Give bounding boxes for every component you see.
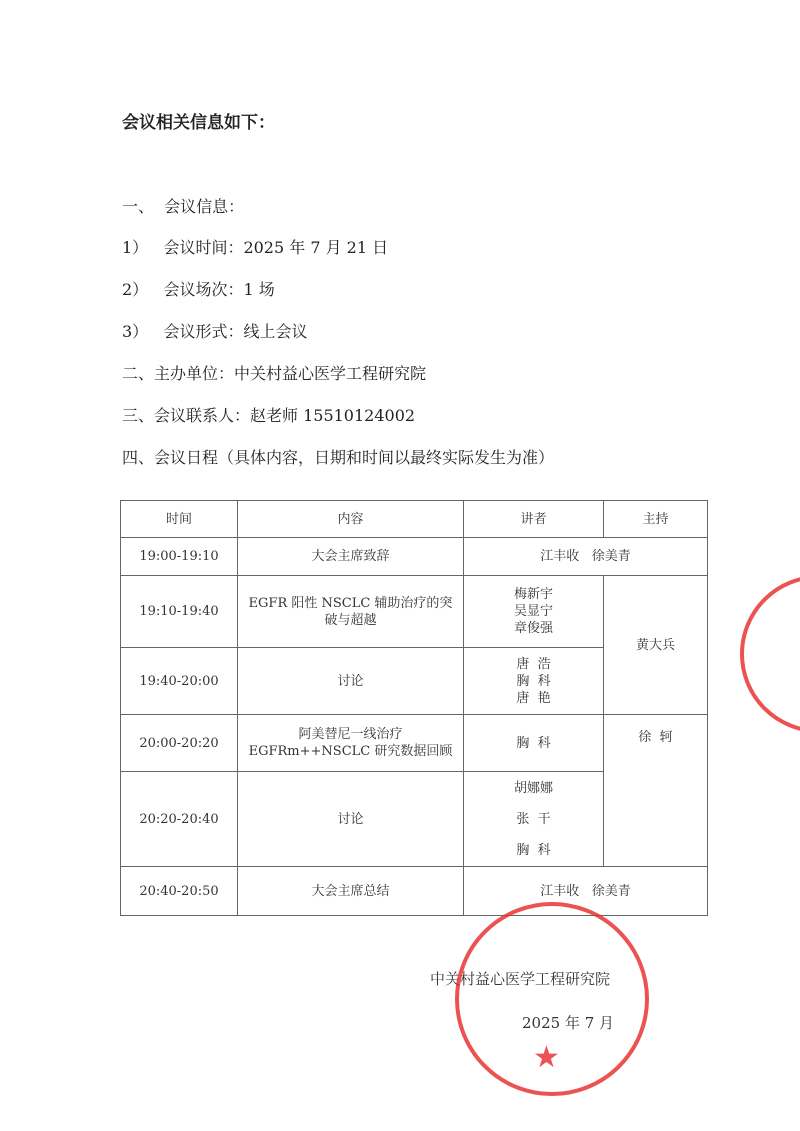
speaker-cell: 江丰收 徐美青 xyxy=(464,538,708,576)
header-content: 内容 xyxy=(238,501,464,538)
section-1: 一、 会议信息： xyxy=(122,197,245,216)
content-line: EGFRm++NSCLC 研究数据回顾 xyxy=(248,744,453,759)
table-row xyxy=(121,715,708,772)
agenda-heading: 四、会议日程（具体内容，日期和时间以最终实际发生为准） xyxy=(122,448,555,467)
speaker: 胸 科 xyxy=(516,842,551,858)
agenda-table xyxy=(120,500,708,916)
speaker-cell xyxy=(464,648,604,715)
speaker: 章俊强 xyxy=(513,621,553,636)
time-cell: 19:40-20:00 xyxy=(121,648,238,715)
speaker-cell: 胸 科 xyxy=(464,715,604,772)
speaker: 张 干 xyxy=(516,811,551,827)
meeting-format: 3） 会议形式：线上会议 xyxy=(122,322,308,341)
time-cell: 20:20-20:40 xyxy=(121,772,238,867)
meeting-time: 1） 会议时间：2025 年 7 月 21 日 xyxy=(122,238,389,257)
speaker: 胸 科 xyxy=(516,673,551,689)
partial-seal xyxy=(740,575,800,733)
content-cell xyxy=(238,715,464,772)
seal-star-icon: ★ xyxy=(533,1040,560,1075)
footer-org: 中关村益心医学工程研究院 xyxy=(430,970,611,988)
organizer: 二、主办单位：中关村益心医学工程研究院 xyxy=(122,364,427,383)
header-speaker: 讲者 xyxy=(464,501,604,538)
speaker-cell xyxy=(464,772,604,867)
table-header xyxy=(121,501,708,538)
contact: 三、会议联系人：赵老师 15510124002 xyxy=(122,406,416,425)
footer-date: 2025 年 7 月 xyxy=(522,1014,615,1032)
speaker-cell xyxy=(464,576,604,648)
content-line: 阿美替尼一线治疗 xyxy=(298,727,403,742)
header-host: 主持 xyxy=(604,501,708,538)
table-row xyxy=(121,576,708,648)
time-cell: 20:40-20:50 xyxy=(121,867,238,916)
time-cell: 19:10-19:40 xyxy=(121,576,238,648)
host-cell: 黄大兵 xyxy=(604,576,708,715)
speaker-cell: 江丰收 徐美青 xyxy=(464,867,708,916)
time-cell: 19:00-19:10 xyxy=(121,538,238,576)
content-cell: 大会主席致辞 xyxy=(238,538,464,576)
speaker: 唐 浩 xyxy=(516,656,551,672)
table-row xyxy=(121,867,708,916)
table-row xyxy=(121,538,708,576)
meeting-sessions: 2） 会议场次：1 场 xyxy=(122,280,275,299)
content-cell: EGFR 阳性 NSCLC 辅助治疗的突破与超越 xyxy=(238,576,464,648)
speaker: 唐 艳 xyxy=(516,690,551,706)
intro-heading: 会议相关信息如下： xyxy=(122,113,275,133)
speaker: 胡娜娜 xyxy=(513,780,553,796)
time-cell: 20:00-20:20 xyxy=(121,715,238,772)
speaker: 吴显宁 xyxy=(513,604,553,619)
speaker: 梅新宇 xyxy=(513,587,553,602)
header-time: 时间 xyxy=(121,501,238,538)
content-cell: 讨论 xyxy=(238,772,464,867)
content-cell: 讨论 xyxy=(238,648,464,715)
host-cell: 徐 轲 xyxy=(604,715,708,867)
content-cell: 大会主席总结 xyxy=(238,867,464,916)
